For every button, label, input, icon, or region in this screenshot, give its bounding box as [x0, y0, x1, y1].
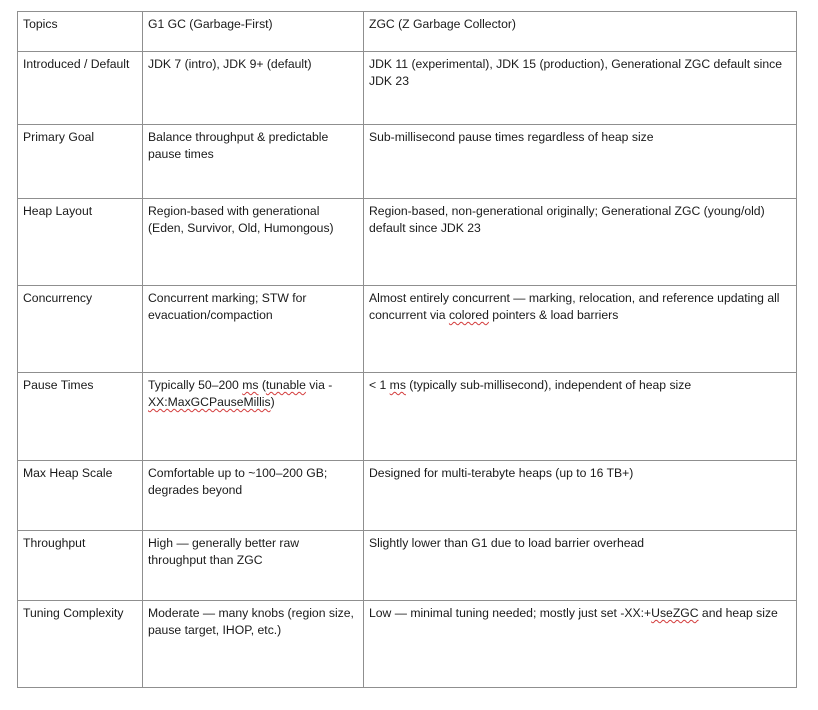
header-cell-g1: G1 GC (Garbage-First)	[143, 12, 364, 52]
table-row	[18, 601, 797, 688]
row-g1-cell: High — generally better raw throughput than ZGC	[143, 531, 364, 601]
cell-text: pointers & load barriers	[488, 308, 619, 322]
cell-text: )	[270, 395, 275, 409]
row-g1-cell: Balance throughput & predictable pause times	[143, 125, 364, 199]
header-cell-topics: Topics	[18, 12, 143, 52]
spellcheck-flagged-word: UseZGC	[651, 606, 699, 620]
row-topic-cell: Concurrency	[18, 286, 143, 373]
row-zgc-cell: JDK 11 (experimental), JDK 15 (production), Generational ZGC default since JDK 23	[364, 52, 797, 125]
table-row	[18, 461, 797, 531]
row-topic-cell: Pause Times	[18, 373, 143, 461]
cell-text: (	[258, 378, 266, 392]
row-g1-cell: Concurrent marking; STW for evacuation/compaction	[143, 286, 364, 373]
table-row	[18, 52, 797, 125]
table-row	[18, 373, 797, 461]
cell-text: Low — minimal tuning needed; mostly just set -XX:+	[369, 606, 652, 620]
row-zgc-cell: Slightly lower than G1 due to load barrier overhead	[364, 531, 797, 601]
cell-text: < 1	[369, 378, 390, 392]
row-g1-cell	[143, 373, 364, 461]
row-topic-cell: Heap Layout	[18, 199, 143, 286]
row-zgc-cell: Sub-millisecond pause times regardless of heap size	[364, 125, 797, 199]
cell-text: (typically sub-millisecond), independent of heap size	[405, 378, 692, 392]
table-row	[18, 286, 797, 373]
cell-text: via -	[305, 378, 333, 392]
row-topic-cell: Primary Goal	[18, 125, 143, 199]
row-zgc-cell: Designed for multi-terabyte heaps (up to 16 TB+)	[364, 461, 797, 531]
row-zgc-cell: Region-based, non-generational originally; Generational ZGC (young/old) default since JDK 23	[364, 199, 797, 286]
row-zgc-cell	[364, 286, 797, 373]
spellcheck-flagged-word: ms	[389, 378, 406, 392]
row-zgc-cell	[364, 373, 797, 461]
table-header-row	[18, 12, 797, 52]
spellcheck-flagged-word: ms	[242, 378, 259, 392]
gc-comparison-table	[17, 11, 797, 688]
cell-text: Almost entirely concurrent — marking, relocation, and reference updating all concurrent via	[369, 291, 780, 322]
row-zgc-cell	[364, 601, 797, 688]
row-topic-cell: Max Heap Scale	[18, 461, 143, 531]
table-row	[18, 531, 797, 601]
table-row	[18, 199, 797, 286]
header-cell-zgc: ZGC (Z Garbage Collector)	[364, 12, 797, 52]
table-row	[18, 125, 797, 199]
spellcheck-flagged-word: tunable	[265, 378, 306, 392]
row-g1-cell: JDK 7 (intro), JDK 9+ (default)	[143, 52, 364, 125]
cell-text: Typically 50–200	[148, 378, 243, 392]
row-g1-cell: Comfortable up to ~100–200 GB; degrades beyond	[143, 461, 364, 531]
cell-text: and heap size	[698, 606, 778, 620]
row-topic-cell: Tuning Complexity	[18, 601, 143, 688]
row-topic-cell: Introduced / Default	[18, 52, 143, 125]
row-g1-cell: Moderate — many knobs (region size, pause target, IHOP, etc.)	[143, 601, 364, 688]
spellcheck-flagged-word: colored	[448, 308, 489, 322]
spellcheck-flagged-word: XX:MaxGCPauseMillis	[148, 395, 271, 409]
row-g1-cell: Region-based with generational (Eden, Survivor, Old, Humongous)	[143, 199, 364, 286]
row-topic-cell: Throughput	[18, 531, 143, 601]
